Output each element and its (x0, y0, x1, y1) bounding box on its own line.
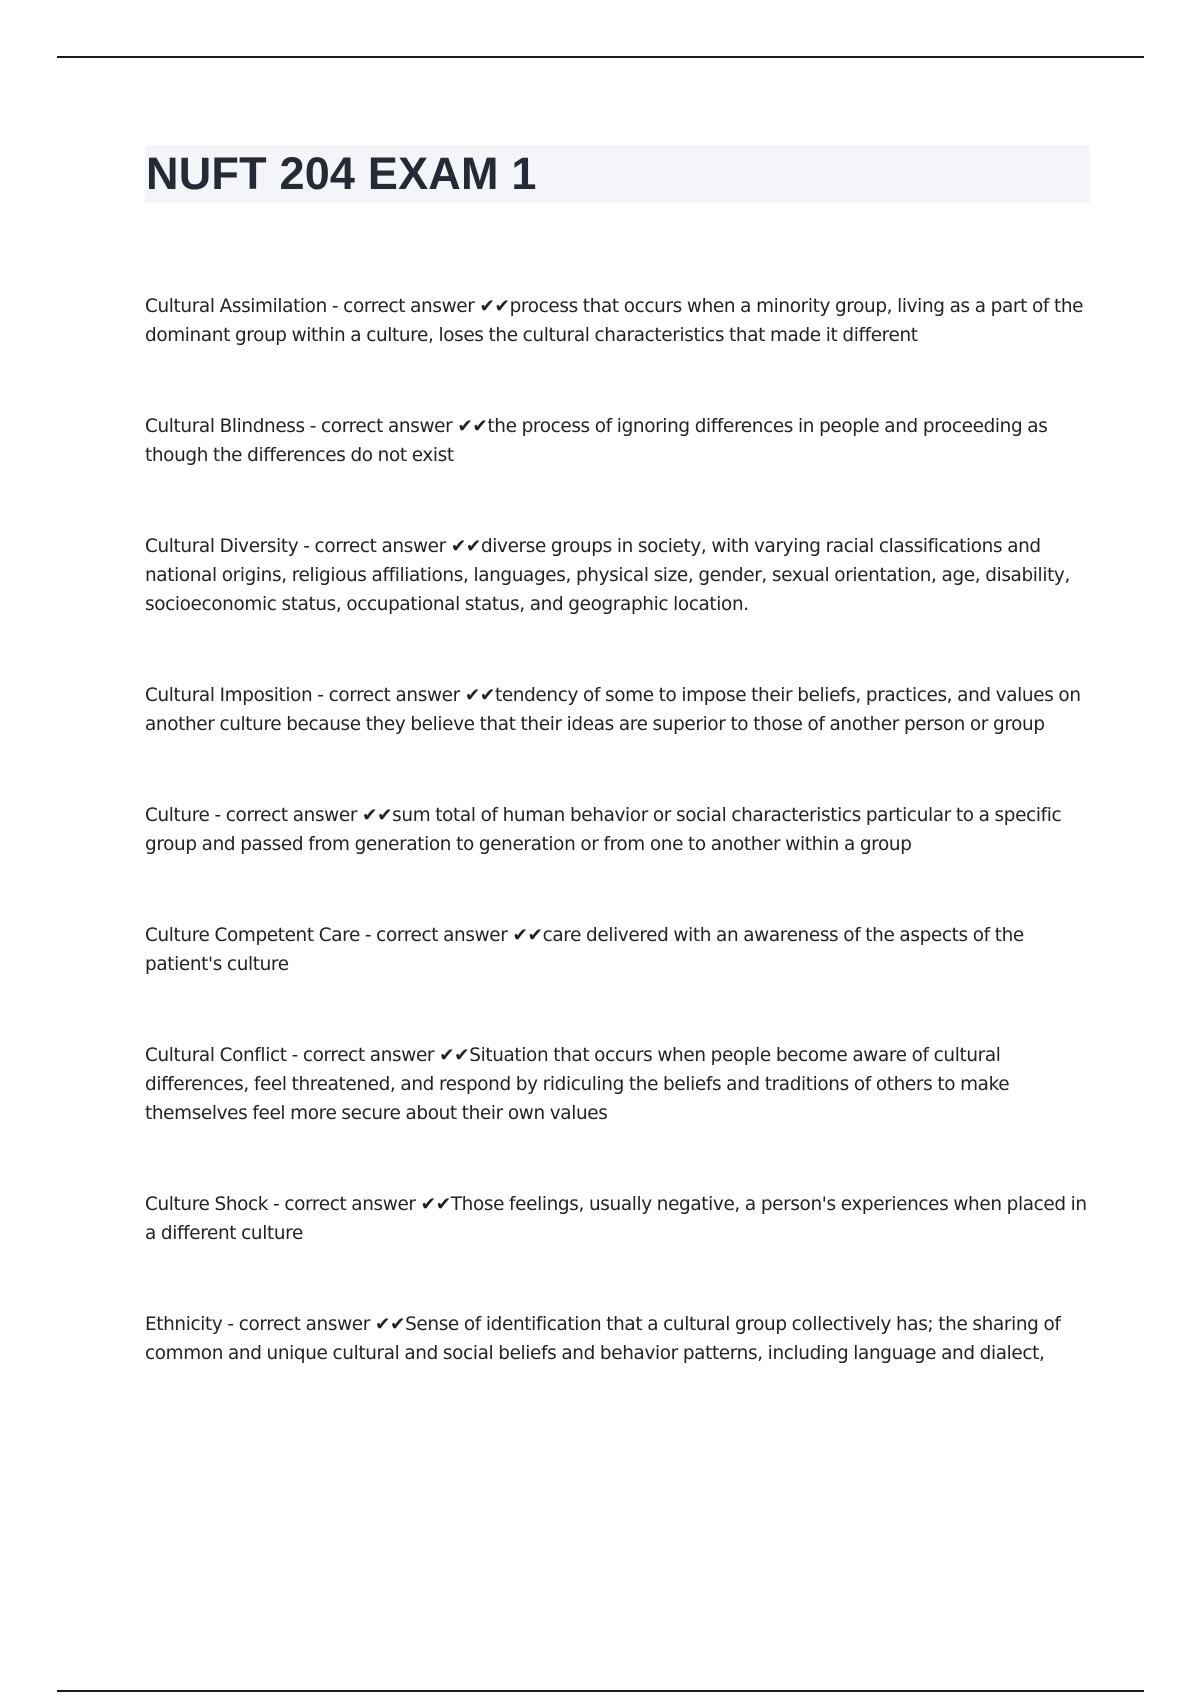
double-check-icon: ✔✔ (362, 805, 393, 826)
entry-separator: - correct answer (298, 536, 451, 557)
flashcard-entry (145, 1190, 1090, 1248)
double-check-icon: ✔✔ (439, 1045, 470, 1066)
entry-term: Cultural Diversity (145, 536, 299, 557)
double-check-icon: ✔✔ (374, 1314, 406, 1335)
entry-definition: care delivered with an awareness of the aspects of the patient's culture (145, 925, 1024, 975)
entry-definition: the process of ignoring differences in people and proceeding as though the differences do not exist (145, 416, 1048, 466)
entry-term: Culture Shock (145, 1194, 269, 1215)
flashcard-entry (145, 1041, 1090, 1128)
flashcard-entry (145, 1310, 1090, 1368)
entry-definition: Those feelings, usually negative, a person's experiences when placed in a different culture (145, 1194, 1087, 1244)
entry-separator: - correct answer (326, 296, 480, 317)
page-title: NUFT 204 EXAM 1 (146, 148, 537, 199)
top-rule (57, 56, 1144, 58)
entry-term: Ethnicity (145, 1314, 223, 1335)
flashcard-entry (145, 681, 1090, 739)
double-check-icon: ✔✔ (450, 536, 481, 557)
entry-term: Cultural Conflict (145, 1045, 287, 1066)
entry-separator: - correct answer (222, 1314, 375, 1335)
entry-term: Cultural Blindness (145, 416, 305, 437)
entry-term: Cultural Assimilation (145, 296, 327, 317)
flashcard-entry (145, 921, 1090, 979)
entry-definition: Sense of identification that a cultural group collectively has; the sharing of common and unique cultural and social beliefs and behavior patterns, including language and dialect, (145, 1314, 1061, 1364)
entry-definition: process that occurs when a minority group, living as a part of the dominant group within a culture, loses the cultural characteristics that made it different (145, 296, 1084, 346)
entry-definition: sum total of human behavior or social characteristics particular to a specific group and passed from generation to generation or from one to another within a group (145, 805, 1062, 855)
flashcard-entry (145, 412, 1090, 470)
flashcard-entry (145, 801, 1090, 859)
entry-separator: - correct answer (304, 416, 458, 437)
entry-separator: - correct answer (312, 685, 465, 706)
double-check-icon: ✔✔ (464, 685, 495, 706)
entry-term: Culture Competent Care (145, 925, 360, 946)
entry-separator: - correct answer (359, 925, 513, 946)
double-check-icon: ✔✔ (420, 1194, 451, 1215)
double-check-icon: ✔✔ (512, 925, 543, 946)
flashcard-entry (145, 292, 1090, 350)
entry-separator: - correct answer (268, 1194, 421, 1215)
flashcard-entry (145, 532, 1090, 619)
double-check-icon: ✔✔ (479, 296, 510, 317)
entry-term: Culture (145, 805, 210, 826)
double-check-icon: ✔✔ (457, 416, 488, 437)
entry-separator: - correct answer (209, 805, 363, 826)
entry-term: Cultural Imposition (145, 685, 313, 706)
entry-definition: diverse groups in society, with varying racial classifications and national origins, religious affiliations, languages, physical size, gender, sexual orientation, age, disability, socioeconomic status, occupational status, and geographic location. (145, 536, 1070, 615)
flashcard-list (145, 292, 1090, 1368)
entry-definition: tendency of some to impose their beliefs, practices, and values on another culture because they believe that their ideas are superior to those of another person or group (145, 685, 1081, 735)
entry-separator: - correct answer (286, 1045, 440, 1066)
bottom-rule (57, 1690, 1144, 1692)
entry-definition: Situation that occurs when people become aware of cultural differences, feel threatened, and respond by ridiculing the beliefs and traditions of others to make themselves feel more secure about their own values (145, 1045, 1010, 1124)
